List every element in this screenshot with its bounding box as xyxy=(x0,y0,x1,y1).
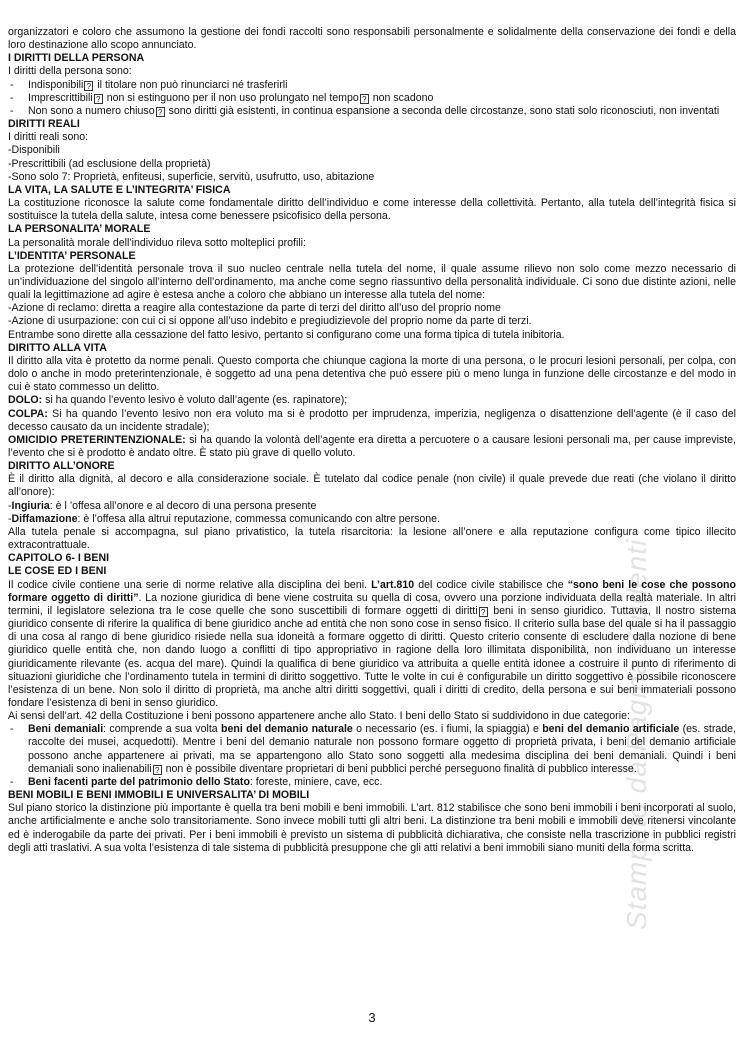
text: : è l’offesa alla altrui reputazione, commessa comunicando con altre persone. xyxy=(77,512,441,525)
paragraph xyxy=(8,434,736,460)
text: LA PERSONALITA’ MORALE xyxy=(8,223,151,236)
text: Alla tutela penale si accompagna, sul piano privatistico, la tutela risarcitoria: la lesione all’onere e alla reputazione configura come tipico illecito extracontrattuale. xyxy=(8,525,736,552)
paragraph xyxy=(8,65,736,78)
text: L’IDENTITA’ PERSONALE xyxy=(8,249,136,262)
text: LE COSE ED I BENI xyxy=(8,565,107,578)
missing-glyph-icon: ? xyxy=(479,607,488,617)
bold-text: COLPA: xyxy=(8,407,48,420)
section-heading xyxy=(8,223,736,236)
bold-text: “sono beni le cose che possono formare oggetto di diritti” xyxy=(8,578,736,604)
paragraph xyxy=(8,710,736,723)
text: CAPITOLO 6- I BENI xyxy=(8,552,110,565)
paragraph xyxy=(8,302,736,315)
paragraph xyxy=(8,802,736,855)
text: Entrambe sono dirette alla cessazione del fatto lesivo, pertanto si configurano come una forma tipica di tutela inibitoria. xyxy=(8,328,565,341)
text: I diritti della persona sono: xyxy=(8,65,132,78)
text: Si ha quando l’evento lesivo non era voluto ma si è prodotto per imprudenza, imperizia, negligenza o disattenzione dell’agente (è il caso del decesso causato da un incidente stradale); xyxy=(8,407,736,433)
bullet-item xyxy=(8,105,736,118)
section-heading xyxy=(8,184,736,197)
text: si ha quando la volontà dell’agente era diretta a percuotere o a causare lesioni personali ma, per cause impreviste, l’evento che si è prodotto è andato oltre. È stato più grave di quello voluto. xyxy=(8,433,736,459)
text: del codice civile stabilisce che xyxy=(414,578,568,591)
bold-text: Beni facenti parte del patrimonio dello Stato xyxy=(28,775,250,788)
paragraph xyxy=(8,315,736,328)
missing-glyph-icon: ? xyxy=(94,94,103,104)
text: -Sono solo 7: Proprietà, enfiteusi, superficie, servitù, usufrutto, uso, abitazione xyxy=(8,170,375,183)
text: -Prescrittibili (ad esclusione della proprietà) xyxy=(8,157,211,170)
section-heading xyxy=(8,565,736,578)
paragraph xyxy=(8,263,736,302)
bold-text: Beni demaniali xyxy=(28,723,104,736)
text: BENI MOBILI E BENI IMMOBILI E UNIVERSALITA’ DI MOBILI xyxy=(8,789,310,802)
text: : è l ’offesa all’onore e al decoro di una persona presente xyxy=(49,499,317,512)
paragraph xyxy=(8,171,736,184)
paragraph xyxy=(8,237,736,250)
bold-text: DOLO: xyxy=(8,394,43,407)
text: il titolare non può rinunciarci né trasferirli xyxy=(94,78,288,91)
watermark: Stampato da Pagina Studenti xyxy=(621,538,652,930)
bold-text: beni del demanio naturale xyxy=(221,723,353,736)
bold-text: Ingiuria xyxy=(11,499,50,512)
bold-text: beni del demanio artificiale xyxy=(542,723,680,736)
paragraph xyxy=(8,394,736,407)
paragraph xyxy=(8,473,736,499)
text: si ha quando l’evento lesivo è voluto dall’agente (es. rapinatore); xyxy=(42,394,348,407)
text: (es. strade, raccolte dei musei, acquedotti). Mentre i beni del demanio naturale non possono formare oggetto di proprietà privata, i beni del demanio artificiale possono anche appartenere ai privati, ma se appartengono allo Stato sono soggetti alla medesima disciplina dei beni demaniali. Quindi i beni demaniali sono inalienabili xyxy=(28,723,736,775)
text: non scadono xyxy=(369,91,434,104)
text: organizzatori e coloro che assumono la gestione dei fondi raccolti sono responsabili personalmente e solidalmente della conservazione dei fondi e della loro destinazione allo scopo annunciato. xyxy=(8,26,736,52)
text: -Disponibili xyxy=(8,144,60,157)
bold-text: Diffamazione xyxy=(11,512,78,525)
text: La protezione dell’identità personale trova il suo nucleo centrale nella tutela del nome, il quale assume rilievo non solo come mezzo necessario di un’individuazione del singolo all’interno dell’ordinamento, ma anche come segno riassuntivo della personalità individuale. Ci sono due distinte azioni, nelle quali la legittimazione ad agire è estesa anche a coloro che abbiano un interesse alla tutela del nome: xyxy=(8,262,736,302)
paragraph xyxy=(8,355,736,394)
text: o necessario (es. i fiumi, la spiaggia) e xyxy=(352,723,543,736)
text: sono diritti già esistenti, in continua espansione a seconda delle circostanze, sono stati solo riconosciuti, non inventati xyxy=(165,104,720,117)
section-heading xyxy=(8,552,736,565)
paragraph xyxy=(8,526,736,552)
paragraph xyxy=(8,158,736,171)
text: È il diritto alla dignità, al decoro e alla considerazione sociale. È tutelato dal codice penale (non civile) il quale prevede due reati (che violano il diritto all’onore): xyxy=(8,473,736,499)
text: Il diritto alla vita è protetto da norme penali. Questo comporta che chiunque cagiona la morte di una persona, o le procuri lesioni personali, per colpa, con dolo o anche in modo preterintenzionale, è soggetto ad una pena detentiva che può essere più o meno lunga in funzione delle circostanze e del modo in cui è stato commesso un delitto. xyxy=(8,354,736,394)
paragraph xyxy=(8,144,736,157)
text: non si estinguono per il non uso prolungato nel tempo xyxy=(103,91,359,104)
paragraph xyxy=(8,26,736,52)
text: La personalità morale dell’individuo rileva sotto molteplici profili: xyxy=(8,236,306,249)
text: Non sono a numero chiuso xyxy=(28,104,155,117)
bullet-item xyxy=(8,92,736,105)
section-heading xyxy=(8,250,736,263)
section-heading xyxy=(8,342,736,355)
text: : foreste, miniere, cave, ecc. xyxy=(249,775,383,788)
paragraph xyxy=(8,500,736,513)
text: - xyxy=(8,499,12,512)
text: DIRITTO ALL’ONORE xyxy=(8,460,115,473)
text: LA VITA, LA SALUTE E L’INTEGRITA’ FISICA xyxy=(8,183,231,196)
bullet-item xyxy=(8,79,736,92)
missing-glyph-icon: ? xyxy=(84,81,93,91)
paragraph xyxy=(8,408,736,434)
text: -Azione di usurpazione: con cui ci si oppone all’uso indebito e pregiudizievole del proprio nome da parte di terzi. xyxy=(8,315,532,328)
section-heading xyxy=(8,460,736,473)
text: -Azione di reclamo: diretta a reagire alla contestazione da parte di terzi del diritto all’uso del proprio nome xyxy=(8,302,501,315)
bullet-item xyxy=(8,723,736,776)
text: La costituzione riconosce la salute come fondamentale diritto dell’individuo e come interesse della collettività. Pertanto, alla tutela dell’integrità fisica si sostituisce la tutela della salute, intesa come benessere psicofisico della persona. xyxy=(8,197,736,223)
section-heading xyxy=(8,52,736,65)
text: DIRITTI REALI xyxy=(8,118,80,131)
text: Imprescrittibili xyxy=(28,91,93,104)
paragraph xyxy=(8,131,736,144)
text: . La nozione giuridica di bene viene costruita su quella di cosa, ovvero una porzione individuata della realtà materiale. In altri termini, il legislatore seleziona tra le cose quelle che sono suscettibili di formare oggetti di diritti xyxy=(8,591,736,617)
missing-glyph-icon: ? xyxy=(153,765,162,775)
text: Ai sensi dell’art. 42 della Costituzione i beni possono appartenere anche allo Stato. I beni dello Stato si suddividono in due categorie: xyxy=(8,710,630,723)
bold-text: OMICIDIO PRETERINTENZIONALE: xyxy=(8,433,186,446)
text: - xyxy=(8,512,12,525)
section-heading xyxy=(8,789,736,802)
document-body xyxy=(8,26,736,855)
text: Sul piano storico la distinzione più importante è quella tra beni mobili e beni immobili. L’art. 812 stabilisce che sono beni immobili i beni incorporati al suolo, anche artificialmente e anche solo transitoriamente. Sono invece mobili tutti gli altri beni. La distinzione tra beni mobili e immobili deve ritenersi vincolante ed è inderogabile da parte dei privati. Per i beni immobili è previsto un sistema di pubblicità dichiarativa, che consiste nella trascrizione in pubblici registri degli atti traslativi. A sua volta l’esistenza di tale sistema di pubblicità presuppone che gli atti relativi a beni immobili siano muniti della forma scritta. xyxy=(8,802,736,854)
paragraph xyxy=(8,329,736,342)
text: DIRITTO ALLA VITA xyxy=(8,341,107,354)
text: Indisponibili xyxy=(28,78,84,91)
missing-glyph-icon: ? xyxy=(156,107,165,117)
bullet-item xyxy=(8,776,736,789)
text: beni in senso giuridico. Tuttavia, Il nostro sistema giuridico consente di riferire la qualifica di bene giuridico anche ad entità che non sono cose in senso fisico. Il criterio sulla base del quale si ha il passaggio di una cosa al rango di bene giuridico risiede nella sua idoneità a formare oggetto di diritti. Questo criterio consente di escludere dalla nozione di bene giuridico quelle entità che, non dando luogo a conflitti di tipo appropriativo in ragione della loro illimitata disponibilità, non individuano un interesse giuridicamente rilevante (es. acqua del mare). Quindi la qualifica di bene giuridico va attribuita a quelle entità idonee a costruire il punto di riferimento di situazioni giuridiche che l’ordinamento tutela in termini di diritto soggettivo. Tutte le volte in cui è configurabile un diritto soggettivo è possibile riconoscere l’esistenza di un bene. Non solo il diritto di proprietà, ma anche altri diritti soggettivi, quali i diritti di credito, della persona e sui beni immateriali possono fondare l’esistenza di beni in senso giuridico. xyxy=(8,604,736,709)
paragraph xyxy=(8,513,736,526)
page-number: 3 xyxy=(368,1010,376,1025)
section-heading xyxy=(8,118,736,131)
text: Il codice civile contiene una serie di norme relative alla disciplina dei beni. xyxy=(8,578,372,591)
text: : comprende a sua volta xyxy=(103,723,221,736)
paragraph xyxy=(8,579,736,711)
text: I diritti reali sono: xyxy=(8,131,89,144)
text: I DIRITTI DELLA PERSONA xyxy=(8,52,145,65)
bold-text: L’art.810 xyxy=(371,578,415,591)
paragraph xyxy=(8,197,736,223)
missing-glyph-icon: ? xyxy=(360,94,369,104)
text: non è possibile diventare proprietari di beni pubblici perché perseguono finalità di pubblico interesse. xyxy=(162,762,637,775)
